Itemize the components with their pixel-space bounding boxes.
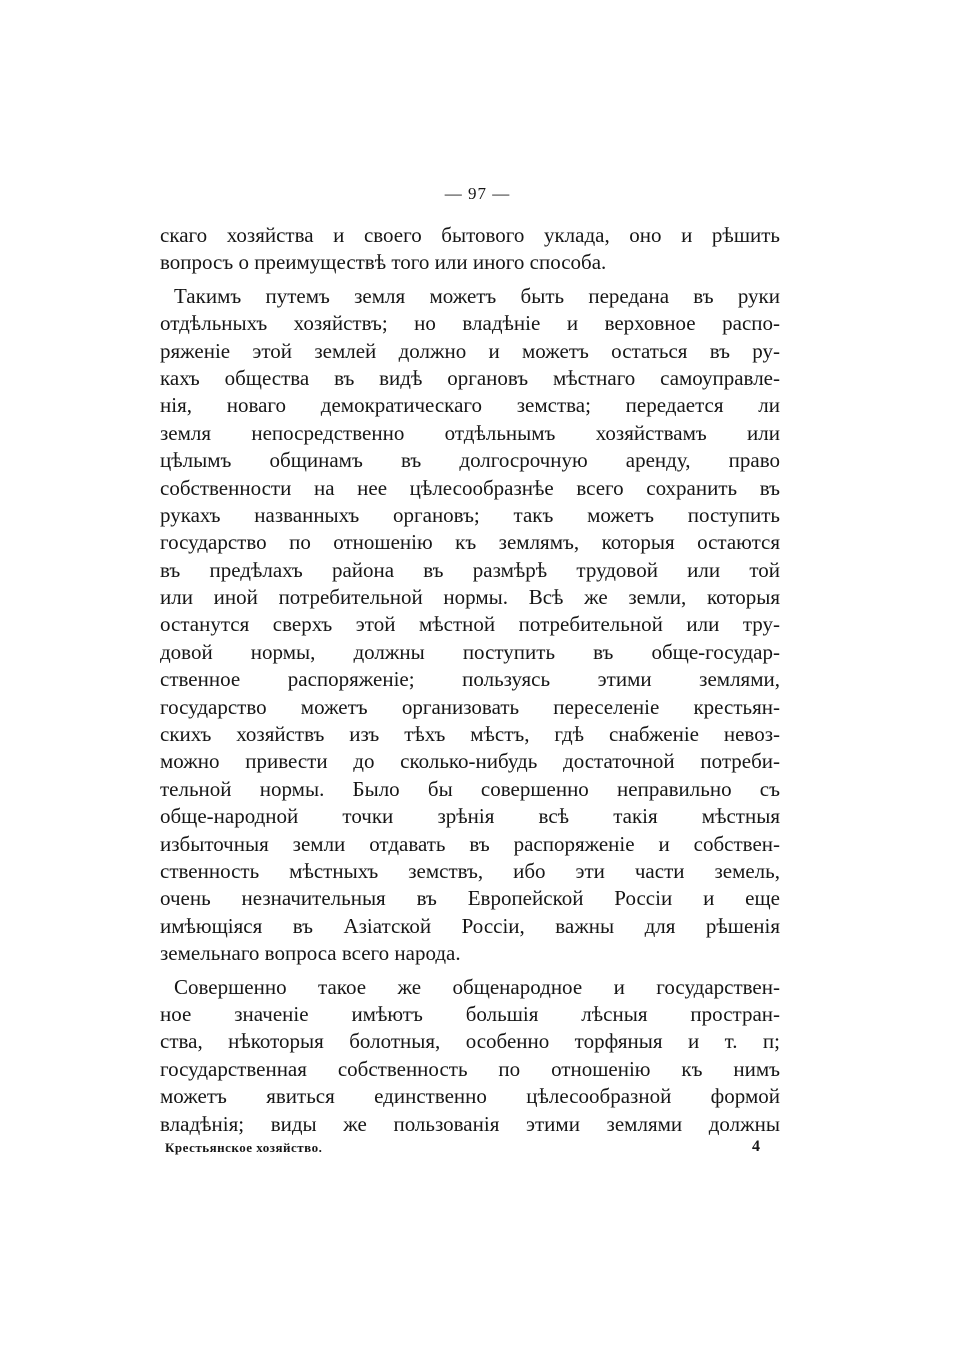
text-line: государственная собственность по отношенію къ нимъ <box>160 1056 780 1081</box>
paragraph <box>160 974 780 1138</box>
text-line: можетъ явиться единственно цѣлесообразной формой <box>160 1084 780 1109</box>
text-line: земельнаго вопроса всего народа. <box>160 941 461 966</box>
page-footer <box>165 1140 780 1164</box>
paragraph <box>160 283 780 968</box>
text-line: государство по отношенію къ землямъ, которыя остаются <box>160 530 780 555</box>
text-line: избыточныя земли отдавать въ распоряженіе и собствен- <box>160 831 780 856</box>
text-line: можно привести до сколько-нибудь достаточной потреби- <box>160 749 780 774</box>
text-line: довой нормы, должны поступить въ обще-государ- <box>160 639 780 664</box>
text-line: очень незначительныя въ Европейской Россіи и еще <box>160 886 780 911</box>
text-line: ственное распоряженіе; пользуясь этими землями, <box>160 667 780 692</box>
text-line: скаго хозяйства и своего бытового уклада, оно и рѣшить <box>160 223 780 247</box>
text-line: обще-народной точки зрѣнія всѣ такія мѣстныя <box>160 804 780 829</box>
paragraph <box>160 222 780 277</box>
text-line: ственность мѣстныхъ земствъ, ибо эти части земель, <box>160 858 780 883</box>
text-line: собственности на нее цѣлесообразнѣе всего сохранить въ <box>160 475 780 500</box>
text-line: Совершенно такое же общенародное и государствен- <box>174 974 780 999</box>
page-number: — 97 — <box>444 184 511 203</box>
text-line: вопросъ о преимуществѣ того или иного способа. <box>160 250 607 275</box>
text-line: ства, нѣкоторыя болотныя, особенно торфяныя и т. п; <box>160 1029 780 1054</box>
footer-title: Крестьянское хозяйство. <box>165 1140 323 1155</box>
text-line: ряженіе этой землей должно и можетъ остаться въ ру- <box>160 338 780 363</box>
text-line: имѣющіяся въ Азіатской Россіи, важны для рѣшенія <box>160 913 780 938</box>
text-line: рукахъ названныхъ органовъ; такъ можетъ поступить <box>160 502 780 527</box>
text-line: отдѣльныхъ хозяйствъ; но владѣніе и верховное распо- <box>160 311 780 336</box>
text-line: останутся сверхъ этой мѣстной потребительной или тру- <box>160 612 780 637</box>
body-text <box>160 222 780 1138</box>
text-line: кахъ общества въ видѣ органовъ мѣстнаго самоуправле- <box>160 365 780 390</box>
text-line: Такимъ путемъ земля можетъ быть передана въ руки <box>174 283 780 308</box>
text-line: земля непосредственно отдѣльнымъ хозяйствамъ или <box>160 420 780 445</box>
text-line: государство можетъ организовать переселеніе крестьян- <box>160 694 780 719</box>
signature-mark: 4 <box>752 1138 760 1155</box>
text-line: нія, новаго демократическаго земства; передается ли <box>160 393 780 418</box>
text-line: цѣлымъ общинамъ въ долгосрочную аренду, право <box>160 448 780 473</box>
text-line: ное значеніе имѣютъ большія лѣсныя простран- <box>160 1001 780 1026</box>
text-line: скихъ хозяйствъ изъ тѣхъ мѣстъ, гдѣ снабженіе невоз- <box>160 722 780 747</box>
text-line: владѣнія; виды же пользованія этими землями должны <box>160 1111 780 1136</box>
text-line: тельной нормы. Было бы совершенно неправильно съ <box>160 776 780 801</box>
text-line: или иной потребительной нормы. Всѣ же земли, которыя <box>160 585 780 610</box>
text-line: въ предѣлахъ района въ размѣрѣ трудовой или той <box>160 557 780 582</box>
